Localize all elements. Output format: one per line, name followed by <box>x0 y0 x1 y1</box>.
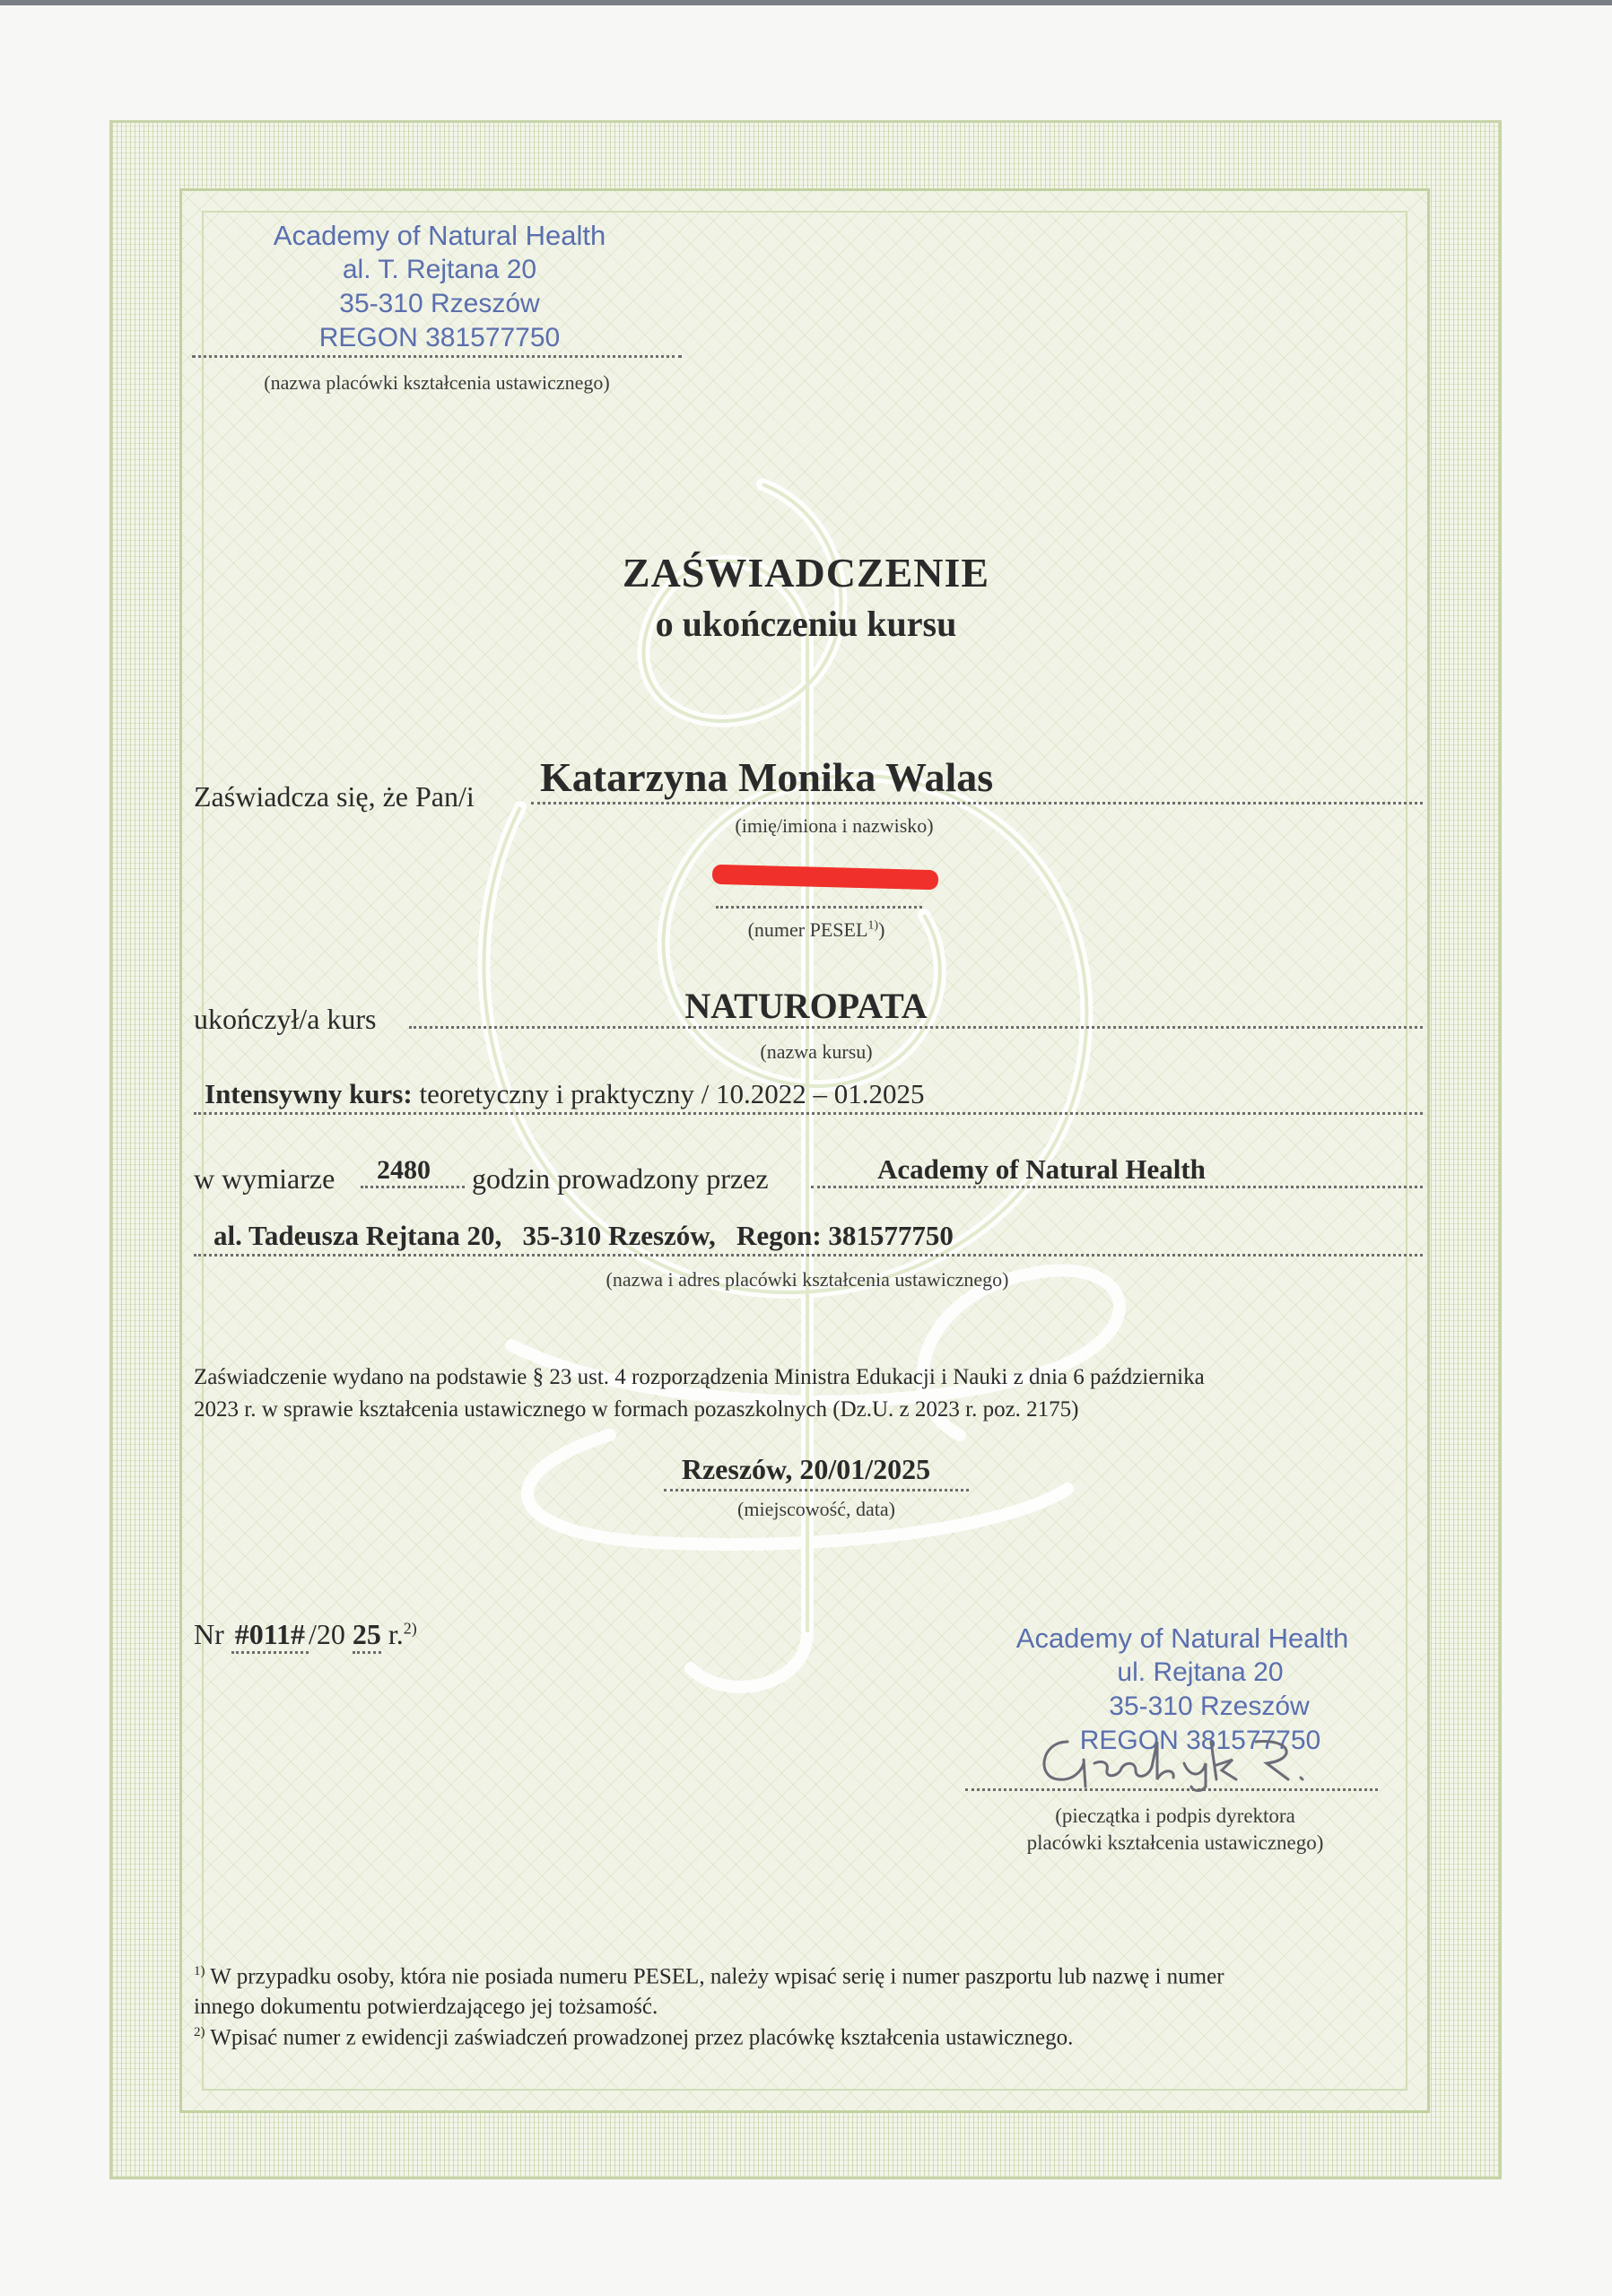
pesel-caption <box>664 918 969 942</box>
course-detail <box>205 1078 924 1110</box>
pesel-footnote-ref: 1) <box>867 918 879 933</box>
director-stamp-line-3: 35-310 Rzeszów <box>1109 1692 1310 1721</box>
course-caption: (nazwa kursu) <box>760 1040 873 1063</box>
director-caption-line-1: (pieczątka i podpis dyrektora <box>1055 1805 1295 1827</box>
number-middle: /20 <box>309 1618 345 1650</box>
footnote-1 <box>194 1964 1224 1989</box>
name-caption: (imię/imiona i nazwisko) <box>735 814 934 837</box>
footnote-2-mark: 2) <box>194 2025 205 2039</box>
course-detail-text: teoretyczny i praktyczny / 10.2022 – 01.2025 <box>412 1078 925 1109</box>
legal-basis-line-1: Zaświadczenie wydano na podstawie § 23 ust. 4 rozporządzenia Ministra Edukacji i Nauki z dnia 6 października <box>194 1365 1205 1389</box>
footnote-2 <box>194 2025 1073 2050</box>
person-name: Katarzyna Monika Walas <box>540 754 994 800</box>
certificate-number <box>194 1618 417 1654</box>
course-prefix: ukończył/a kurs <box>194 1003 377 1035</box>
document-title: ZAŚWIADCZENIE <box>622 550 990 596</box>
number-footnote-ref: 2) <box>403 1619 417 1638</box>
footnote-1-line-1: W przypadku osoby, która nie posiada numeru PESEL, należy wpisać serię i numer paszportu lub nazwę i numer <box>205 1964 1224 1989</box>
provider-dotted-line <box>811 1186 1423 1188</box>
director-stamp-line-2: ul. Rejtana 20 <box>1117 1657 1284 1687</box>
footnote-2-text: Wpisać numer z ewidencji zaświadczeń prowadzonej przez placówkę kształcenia ustawicznego. <box>205 2025 1074 2050</box>
director-dotted-line <box>965 1788 1378 1791</box>
course-detail-label: Intensywny kurs: <box>205 1078 413 1109</box>
name-dotted-line <box>531 802 1423 804</box>
provider-address-dotted-line <box>194 1254 1423 1257</box>
stamp-line-2: al. T. Rejtana 20 <box>342 255 537 284</box>
hours-dotted-line <box>361 1186 465 1188</box>
stamp-line-1: Academy of Natural Health <box>273 220 606 251</box>
pesel-dotted-line <box>716 906 922 909</box>
provider-address: al. Tadeusza Rejtana 20, 35-310 Rzeszów, Regon: 381577750 <box>213 1220 954 1251</box>
place-date-dotted-line <box>664 1489 969 1492</box>
hours-middle: godzin prowadzony przez <box>472 1162 769 1195</box>
certify-prefix: Zaświadcza się, że Pan/i <box>194 780 475 813</box>
stamp-line-4: REGON 381577750 <box>318 323 561 352</box>
number-suffix: r. <box>388 1618 404 1650</box>
course-name: NATUROPATA <box>684 986 928 1026</box>
legal-basis-line-2: 2023 r. w sprawie kształcenia ustawicznego w formach pozaszkolnych (Dz.U. z 2023 r. poz. 2175) <box>194 1397 1079 1422</box>
number-prefix: Nr <box>194 1618 224 1650</box>
director-signature <box>1032 1724 1310 1794</box>
footnote-1-mark: 1) <box>194 1964 205 1979</box>
place-date-caption: (miejscowość, data) <box>737 1498 895 1520</box>
hours-value: 2480 <box>377 1155 431 1185</box>
pesel-caption-end: ) <box>878 918 885 941</box>
institution-dotted-line <box>192 355 682 358</box>
institution-caption: (nazwa placówki kształcenia ustawicznego) <box>264 371 610 394</box>
hours-prefix: w wymiarze <box>194 1162 335 1195</box>
pesel-caption-text: (numer PESEL <box>747 918 868 941</box>
place-date: Rzeszów, 20/01/2025 <box>681 1453 931 1485</box>
director-stamp-line-1: Academy of Natural Health <box>1015 1622 1349 1654</box>
stamp-line-3: 35-310 Rzeszów <box>339 289 540 318</box>
number-value: #011# <box>231 1618 309 1654</box>
director-stamp-line-4: REGON 381577750 <box>1079 1726 1321 1755</box>
provider-name: Academy of Natural Health <box>877 1153 1206 1185</box>
course-detail-dotted-line <box>194 1112 1423 1115</box>
institution-stamp <box>206 219 673 355</box>
footnote-1-line-2: innego dokumentu potwierdzającego jej tożsamość. <box>194 1995 658 2019</box>
number-year: 25 <box>353 1618 381 1654</box>
director-caption-line-2: placówki kształcenia ustawicznego) <box>1026 1831 1324 1854</box>
document-subtitle: o ukończeniu kursu <box>655 604 957 644</box>
provider-caption: (nazwa i adres placówki kształcenia ustawicznego) <box>606 1268 1009 1291</box>
